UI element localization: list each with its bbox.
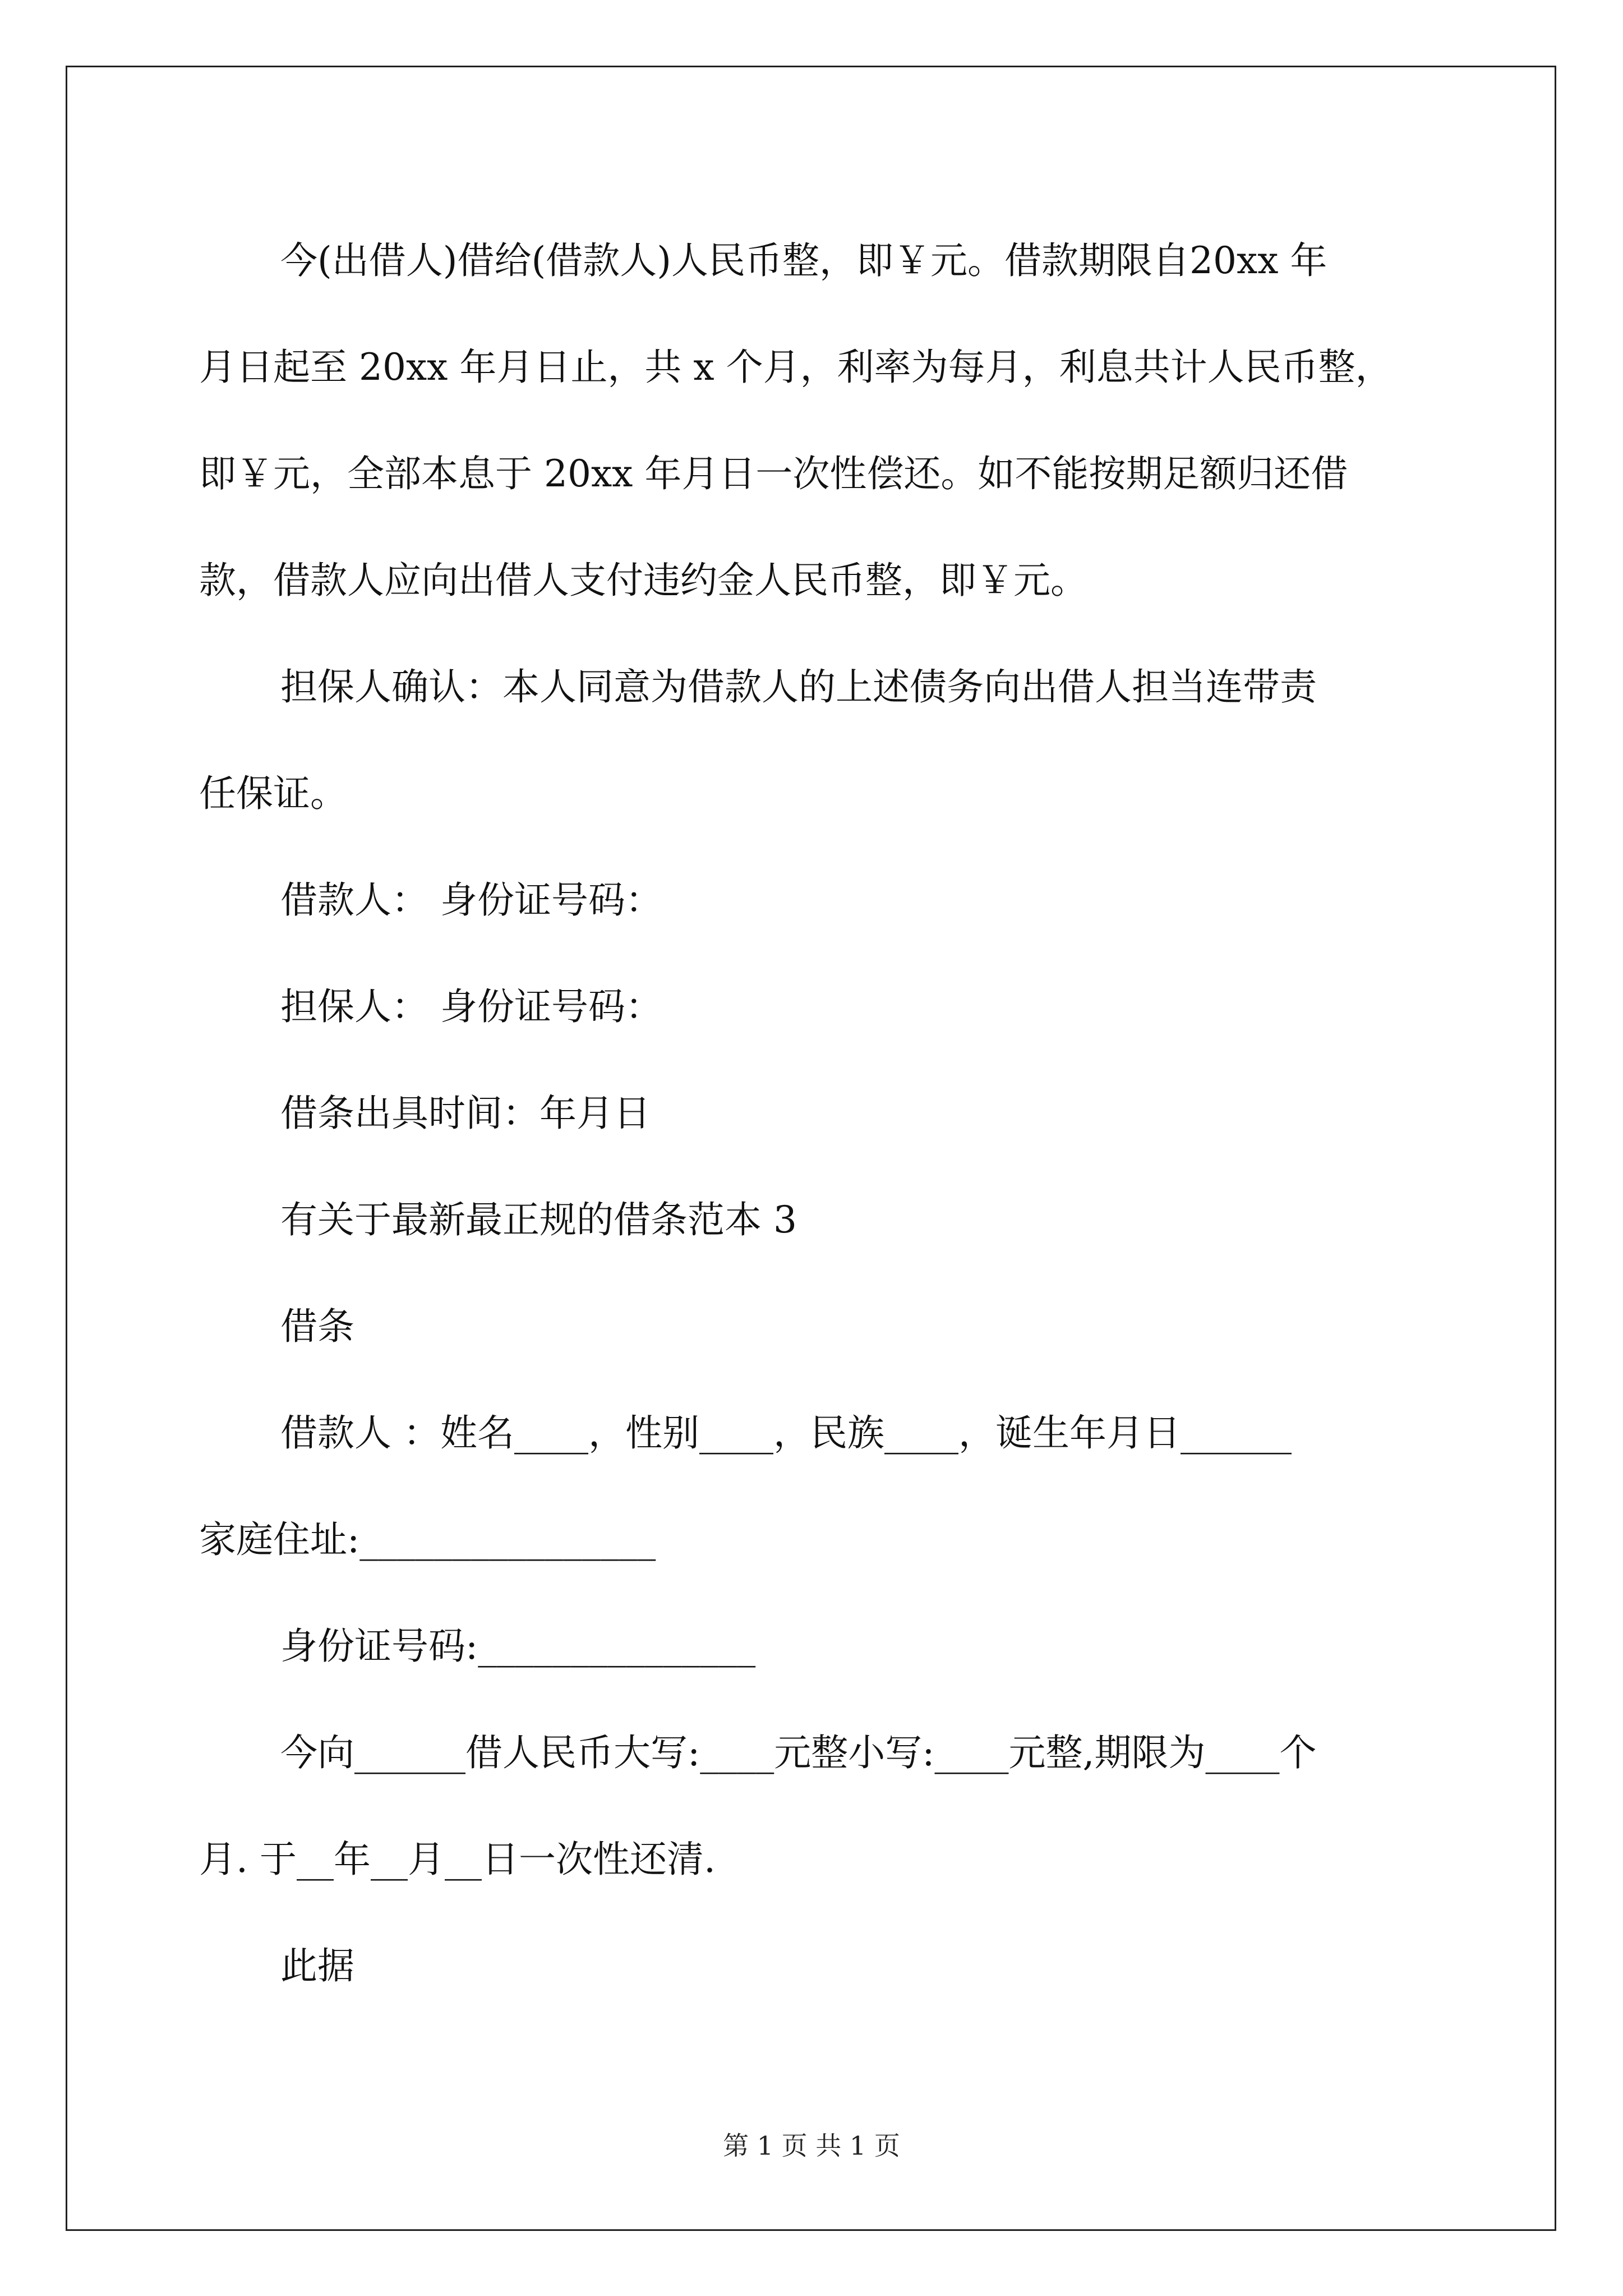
loan-amount-line-1: 今向______借人民币大写:____元整小写:____元整,期限为____个: [280, 1731, 1317, 1774]
issue-date-line: 借条出具时间：年月日: [280, 1092, 651, 1135]
paragraph-line-1: 今(出借人)借给(借款人)人民币整，即￥元。借款期限自20xx 年: [280, 239, 1327, 282]
paragraph-line-2: 月日起至 20xx 年月日止，共 x 个月，利率为每月，利息共计人民币整，: [199, 346, 1393, 389]
id-number-line: 身份证号码:_______________: [280, 1625, 756, 1668]
document-body: [199, 208, 1478, 2019]
closing-line: 此据: [280, 1944, 354, 1987]
guarantor-confirmation-line-2: 任保证。: [199, 772, 347, 815]
iou-title: 借条: [280, 1305, 354, 1348]
borrower-signature-line: 借款人： 身份证号码：: [280, 878, 662, 922]
home-address-line: 家庭住址:________________: [199, 1518, 656, 1561]
loan-amount-line-2: 月. 于__年__月__日一次性还清.: [199, 1838, 716, 1881]
section-heading: 有关于最新最正规的借条范本 3: [280, 1198, 797, 1241]
guarantor-signature-line: 担保人： 身份证号码：: [280, 985, 662, 1028]
page-number-footer: 第 1 页 共 1 页: [723, 2131, 900, 2161]
paragraph-line-4: 款，借款人应向出借人支付违约金人民币整，即￥元。: [199, 559, 1087, 602]
borrower-info-line: 借款人 ：姓名____，性别____，民族____，诞生年月日______: [280, 1411, 1292, 1455]
guarantor-confirmation-line-1: 担保人确认：本人同意为借款人的上述债务向出借人担当连带责: [280, 665, 1317, 708]
paragraph-line-3: 即￥元，全部本息于 20xx 年月日一次性偿还。如不能按期足额归还借: [199, 452, 1348, 495]
